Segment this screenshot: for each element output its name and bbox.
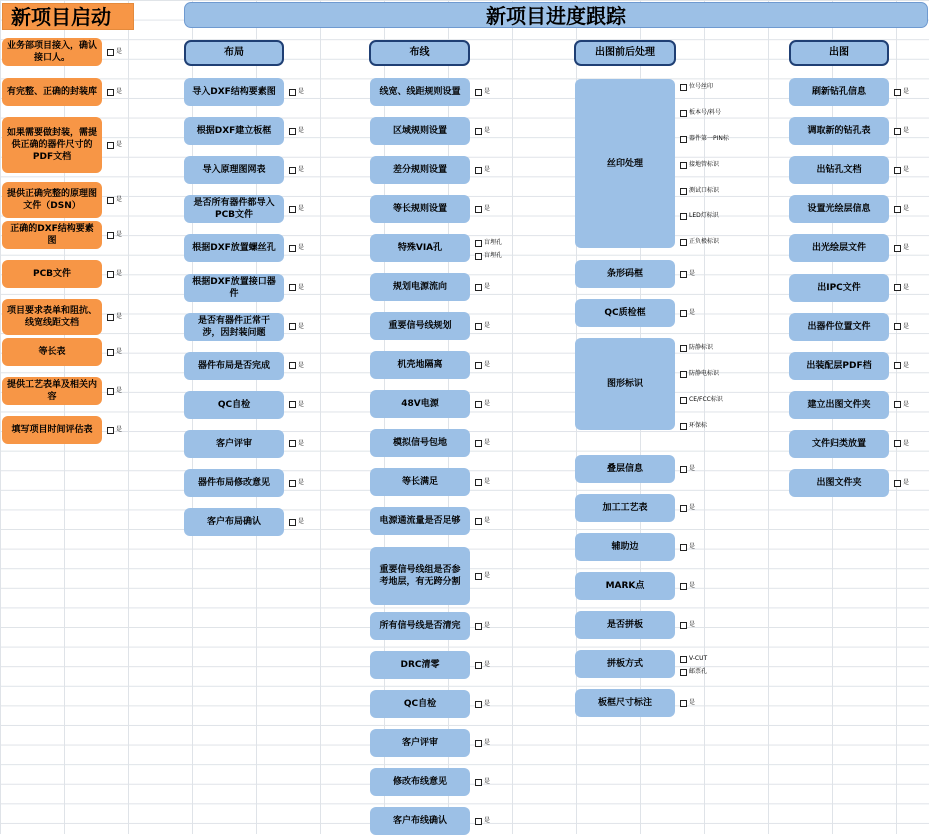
preprocess-step: 加工工艺表 [575,494,675,522]
layout-checkbox[interactable] [289,440,304,448]
startup-item: 项目要求表单和阻抗、线宽线距文档 [2,299,102,335]
routing-step: 线宽、线距规则设置 [370,78,470,106]
layout-step: 导入DXF结构要素图 [184,78,284,106]
checkbox-label: 是 [298,518,305,526]
checkbox-label: 器件第一PIN标 [689,135,729,142]
checkbox-label: 是 [689,582,696,589]
checkbox-square[interactable] [680,345,687,352]
checkbox-square[interactable] [289,362,296,369]
checkbox-label: CE/FCC标识 [689,396,723,403]
checkbox-square[interactable] [475,89,482,96]
checkbox-label: 是 [116,348,123,355]
output-checkbox[interactable] [894,88,909,96]
silkscreen-option-checkbox[interactable] [680,187,719,195]
output-step: 调取新的钻孔表 [789,117,889,145]
checkbox-label: 是 [484,778,491,785]
layout-checkbox[interactable] [289,88,304,96]
checkbox-label: 是 [484,572,491,579]
checkbox-label: 板本号/料号 [689,109,722,116]
checkbox-label: 是 [484,439,491,446]
checkbox-label: 是 [484,166,491,173]
checkbox-square[interactable] [475,440,482,447]
routing-step: 模拟信号包地 [370,429,470,457]
startup-item: 提供工艺表单及相关内容 [2,377,102,405]
checkbox-square[interactable] [894,167,901,174]
preprocess-checkbox[interactable] [680,465,695,473]
startup-checkbox[interactable] [107,141,122,149]
barcode-step: 条形码框 [575,260,675,288]
routing-step: 重要信号线组是否参考地层，有无跨分割 [370,547,470,605]
board-size-step: 板框尺寸标注 [575,689,675,717]
checkbox-square[interactable] [894,245,901,252]
checkbox-label: 是 [689,309,696,316]
layout-step: 是否所有器件都导入PCB文件 [184,195,284,223]
checkbox-square[interactable] [680,505,687,512]
checkbox-label: 环保标 [689,422,708,429]
routing-checkbox[interactable] [475,361,490,369]
preprocess-checkbox[interactable] [680,582,695,590]
checkbox-square[interactable] [894,323,901,330]
output-checkbox[interactable] [894,244,909,252]
checkbox-square[interactable] [894,362,901,369]
layout-step: 根据DXF建立板框 [184,117,284,145]
layout-step: 客户布局确认 [184,508,284,536]
checkbox-label: 是 [689,699,696,706]
checkbox-label: 是 [116,387,123,394]
output-step: 出钻孔文档 [789,156,889,184]
checkbox-label: 是 [116,141,123,148]
checkbox-label: 是 [903,283,910,291]
output-checkbox[interactable] [894,362,909,370]
checkbox-label: 是 [903,205,910,213]
checkbox-square[interactable] [680,188,687,195]
checkbox-square[interactable] [289,440,296,447]
checkbox-label: 是 [116,270,123,277]
panel-option-checkbox[interactable] [680,655,707,663]
checkbox-square[interactable] [680,239,687,246]
checkbox-square[interactable] [894,284,901,291]
output-checkbox[interactable] [894,401,909,409]
checkbox-square[interactable] [107,89,114,96]
checkbox-square[interactable] [475,479,482,486]
layout-step: 是否有器件正常干涉，因封装问题 [184,313,284,341]
routing-header: 布线 [369,40,470,66]
checkbox-label: LED灯标识 [689,212,719,219]
graphic-option-checkbox[interactable] [680,370,719,378]
startup-checkbox[interactable] [107,426,122,434]
checkbox-square[interactable] [107,232,114,239]
output-step: 文件归类放置 [789,430,889,458]
layout-checkbox[interactable] [289,401,304,409]
checkbox-square[interactable] [680,371,687,378]
routing-checkbox[interactable] [475,205,490,213]
checkbox-square[interactable] [107,197,114,204]
checkbox-label: 是 [689,543,696,550]
output-step: 设置光绘层信息 [789,195,889,223]
checkbox-square[interactable] [680,583,687,590]
startup-item: 如果需要做封装，需提供正确的器件尺寸的PDF文档 [2,117,102,173]
checkbox-label: 是 [298,244,305,252]
checkbox-label: 是 [484,661,491,668]
checkbox-square[interactable] [475,518,482,525]
output-step: 出装配层PDF档 [789,352,889,380]
checkbox-label: 是 [484,622,491,629]
silkscreen-option-checkbox[interactable] [680,212,719,220]
routing-step: 客户评审 [370,729,470,757]
checkbox-square[interactable] [894,128,901,135]
checkbox-square[interactable] [289,89,296,96]
checkbox-square[interactable] [107,142,114,149]
layout-checkbox[interactable] [289,166,304,174]
checkbox-square[interactable] [680,397,687,404]
checkbox-label: 是 [903,479,910,486]
checkbox-square[interactable] [894,89,901,96]
checkbox-label: 防静标识 [689,344,714,351]
checkbox-square[interactable] [680,84,687,91]
checkbox-label: 是 [298,439,305,447]
checkbox-square[interactable] [894,401,901,408]
checkbox-square[interactable] [475,167,482,174]
checkbox-label: 是 [484,817,491,824]
checkbox-square[interactable] [894,440,901,447]
checkbox-square[interactable] [289,519,296,526]
checkbox-label: 测试口标识 [689,187,720,194]
layout-step: 器件布局是否完成 [184,352,284,380]
checkbox-label: 是 [116,313,123,320]
layout-checkbox[interactable] [289,244,304,252]
layout-step: QC自检 [184,391,284,419]
checkbox-square[interactable] [289,245,296,252]
checkbox-square[interactable] [289,206,296,213]
checkbox-square[interactable] [107,314,114,321]
checkbox-label: 是 [903,439,910,447]
checkbox-square[interactable] [289,284,296,291]
checkbox-label: 是 [484,700,491,707]
startup-checkbox[interactable] [107,196,122,204]
silkscreen-option-checkbox[interactable] [680,135,729,143]
checkbox-square[interactable] [289,167,296,174]
routing-checkbox[interactable] [475,517,490,525]
routing-checkbox[interactable] [475,700,490,708]
checkbox-square[interactable] [680,310,687,317]
layout-step: 客户评审 [184,430,284,458]
layout-checkbox[interactable] [289,323,304,331]
checkbox-label: 是 [484,205,491,212]
checkbox-label: 是 [903,400,910,408]
checkbox-label: 是 [298,322,305,330]
routing-checkbox[interactable] [475,817,490,825]
startup-checkbox[interactable] [107,88,122,96]
checkbox-square[interactable] [475,206,482,213]
checkbox-label: 是 [484,361,491,368]
graphic-option-checkbox[interactable] [680,344,713,352]
preprocess-step: 是否拼板 [575,611,675,639]
layout-step: 根据DXF放置接口器件 [184,274,284,302]
checkbox-square[interactable] [475,662,482,669]
output-checkbox[interactable] [894,205,909,213]
startup-item: 填写项目时间评估表 [2,416,102,444]
output-step: 建立出图文件夹 [789,391,889,419]
preprocess-header: 出图前后处理 [574,40,676,66]
qc-frame-checkbox[interactable] [680,309,695,317]
checkbox-label: 是 [484,88,491,95]
checkbox-label: 是 [689,504,696,511]
preprocess-checkbox[interactable] [680,621,695,629]
checkbox-square[interactable] [289,128,296,135]
checkbox-square[interactable] [475,573,482,580]
output-checkbox[interactable] [894,166,909,174]
checkbox-label: 盲埋孔 [484,252,503,259]
preprocess-step: 叠层信息 [575,455,675,483]
output-checkbox[interactable] [894,323,909,331]
silkscreen-option-checkbox[interactable] [680,109,721,117]
routing-step: 区域规则设置 [370,117,470,145]
routing-checkbox[interactable] [475,400,490,408]
checkbox-square[interactable] [680,700,687,707]
checkbox-square[interactable] [475,401,482,408]
checkbox-label: 是 [116,48,123,55]
silkscreen-option-checkbox[interactable] [680,161,719,169]
checkbox-square[interactable] [680,213,687,220]
checkbox-square[interactable] [894,206,901,213]
checkbox-label: 是 [298,361,305,369]
startup-item: 提供正确完整的原理图文件（DSN） [2,182,102,218]
routing-checkbox[interactable] [475,622,490,630]
routing-checkbox[interactable] [475,439,490,447]
checkbox-square[interactable] [680,669,687,676]
checkbox-square[interactable] [475,818,482,825]
checkbox-square[interactable] [475,240,482,247]
routing-checkbox[interactable] [475,778,490,786]
startup-checkbox[interactable] [107,387,122,395]
checkbox-label: 是 [298,283,305,291]
checkbox-square[interactable] [680,466,687,473]
routing-step: 重要信号线规划 [370,312,470,340]
startup-item: PCB文件 [2,260,102,288]
startup-checkbox[interactable] [107,231,122,239]
barcode-checkbox[interactable] [680,270,695,278]
checkbox-label: 是 [903,127,910,135]
graphic-mark-step: 图形标识 [575,338,675,430]
output-checkbox[interactable] [894,479,909,487]
checkbox-square[interactable] [289,480,296,487]
output-checkbox[interactable] [894,284,909,292]
checkbox-label: 是 [298,88,305,95]
checkbox-square[interactable] [475,740,482,747]
startup-item: 正确的DXF结构要素图 [2,221,102,249]
routing-step: 客户布线确认 [370,807,470,835]
qc-frame-step: QC质检框 [575,299,675,327]
routing-step: QC自检 [370,690,470,718]
checkbox-square[interactable] [107,49,114,56]
preprocess-checkbox[interactable] [680,543,695,551]
checkbox-label: 是 [484,739,491,746]
checkbox-label: 是 [689,465,696,472]
layout-checkbox[interactable] [289,518,304,526]
output-step: 出IPC文件 [789,274,889,302]
project-startup-title: 新项目启动 [2,3,134,30]
routing-step: 机壳地隔离 [370,351,470,379]
startup-checkbox[interactable] [107,348,122,356]
routing-checkbox[interactable] [475,661,490,669]
checkbox-square[interactable] [680,162,687,169]
checkbox-square[interactable] [680,544,687,551]
layout-step: 根据DXF放置螺丝孔 [184,234,284,262]
routing-step: 等长规则设置 [370,195,470,223]
layout-step: 器件布局修改意见 [184,469,284,497]
checkbox-square[interactable] [680,656,687,663]
checkbox-square[interactable] [680,136,687,143]
startup-item: 等长表 [2,338,102,366]
checkbox-square[interactable] [680,271,687,278]
startup-item: 有完整、正确的封装库 [2,78,102,106]
checkbox-label: 是 [903,361,910,369]
startup-item: 业务部项目接入，确认接口人。 [2,38,102,66]
routing-checkbox[interactable] [475,739,490,747]
checkbox-label: 是 [484,517,491,524]
routing-checkbox[interactable] [475,127,490,135]
checkbox-square[interactable] [680,423,687,430]
checkbox-square[interactable] [894,480,901,487]
layout-checkbox[interactable] [289,362,304,370]
startup-checkbox[interactable] [107,313,122,321]
routing-step: 差分规则设置 [370,156,470,184]
checkbox-square[interactable] [475,779,482,786]
checkbox-label: 盲埋孔 [484,239,503,246]
checkbox-label: 是 [298,127,305,135]
checkbox-square[interactable] [107,349,114,356]
routing-step: 规划电源流向 [370,273,470,301]
output-checkbox[interactable] [894,127,909,135]
routing-checkbox[interactable] [475,88,490,96]
checkbox-label: 是 [484,283,491,290]
routing-step: 电源通流量是否足够 [370,507,470,535]
checkbox-square[interactable] [680,622,687,629]
routing-checkbox[interactable] [475,166,490,174]
routing-checkbox[interactable] [475,572,490,580]
preprocess-checkbox[interactable] [680,504,695,512]
layout-checkbox[interactable] [289,205,304,213]
layout-checkbox[interactable] [289,479,304,487]
checkbox-label: V-CUT [689,655,708,662]
routing-checkbox[interactable] [475,283,490,291]
checkbox-square[interactable] [107,388,114,395]
silkscreen-step: 丝印处理 [575,79,675,248]
routing-step: 所有信号线是否清完 [370,612,470,640]
checkbox-label: 是 [484,400,491,407]
routing-checkbox[interactable] [475,478,490,486]
layout-step: 导入原理图网表 [184,156,284,184]
checkbox-label: 是 [903,88,910,95]
checkbox-label: 是 [903,166,910,174]
layout-header: 布局 [184,40,284,66]
via-option-checkbox[interactable] [475,252,502,260]
preprocess-step: 辅助边 [575,533,675,561]
checkbox-label: 是 [903,244,910,252]
routing-checkbox[interactable] [475,322,490,330]
checkbox-square[interactable] [107,271,114,278]
checkbox-square[interactable] [475,701,482,708]
checkbox-label: 是 [903,322,910,330]
checkbox-label: 正负极标识 [689,238,720,245]
output-step: 刷新钻孔信息 [789,78,889,106]
checkbox-label: 防静电标识 [689,370,720,377]
layout-checkbox[interactable] [289,284,304,292]
checkbox-square[interactable] [475,623,482,630]
checkbox-label: 是 [298,166,305,174]
checkbox-label: 是 [484,127,491,134]
routing-step: 等长满足 [370,468,470,496]
checkbox-square[interactable] [680,110,687,117]
routing-step: 48V电源 [370,390,470,418]
silkscreen-option-checkbox[interactable] [680,238,719,246]
startup-checkbox[interactable] [107,270,122,278]
routing-step: DRC清零 [370,651,470,679]
silkscreen-option-checkbox[interactable] [680,83,713,91]
checkbox-label: 是 [689,621,696,628]
checkbox-label: 是 [116,88,123,95]
checkbox-square[interactable] [289,401,296,408]
checkbox-label: 是 [484,478,491,485]
checkbox-square[interactable] [475,128,482,135]
checkbox-label: 是 [298,400,305,408]
panel-option-checkbox[interactable] [680,668,707,676]
board-size-checkbox[interactable] [680,699,695,707]
via-option-checkbox[interactable] [475,239,502,247]
startup-checkbox[interactable] [107,48,122,56]
output-step: 出器件位置文件 [789,313,889,341]
checkbox-label: 是 [484,322,491,329]
graphic-option-checkbox[interactable] [680,422,707,430]
checkbox-label: 位号丝印 [689,83,714,90]
project-progress-title: 新项目进度跟踪 [184,2,928,28]
checkbox-square[interactable] [475,284,482,291]
checkbox-label: 是 [116,231,123,238]
checkbox-square[interactable] [475,323,482,330]
checkbox-label: 是 [298,205,305,213]
output-step: 出图文件夹 [789,469,889,497]
checkbox-label: 接地管标识 [689,161,720,168]
routing-step: 特殊VIA孔 [370,234,470,262]
graphic-option-checkbox[interactable] [680,396,723,404]
output-checkbox[interactable] [894,440,909,448]
routing-step: 修改布线意见 [370,768,470,796]
checkbox-square[interactable] [107,427,114,434]
panel-method-step: 拼板方式 [575,650,675,678]
checkbox-square[interactable] [289,323,296,330]
checkbox-label: 是 [116,426,123,433]
checkbox-label: 是 [116,196,123,203]
preprocess-step: MARK点 [575,572,675,600]
checkbox-label: 是 [298,479,305,486]
output-header: 出图 [789,40,889,66]
checkbox-label: 邮票孔 [689,668,708,675]
output-step: 出光绘层文件 [789,234,889,262]
checkbox-label: 是 [689,270,696,277]
layout-checkbox[interactable] [289,127,304,135]
checkbox-square[interactable] [475,362,482,369]
checkbox-square[interactable] [475,253,482,260]
